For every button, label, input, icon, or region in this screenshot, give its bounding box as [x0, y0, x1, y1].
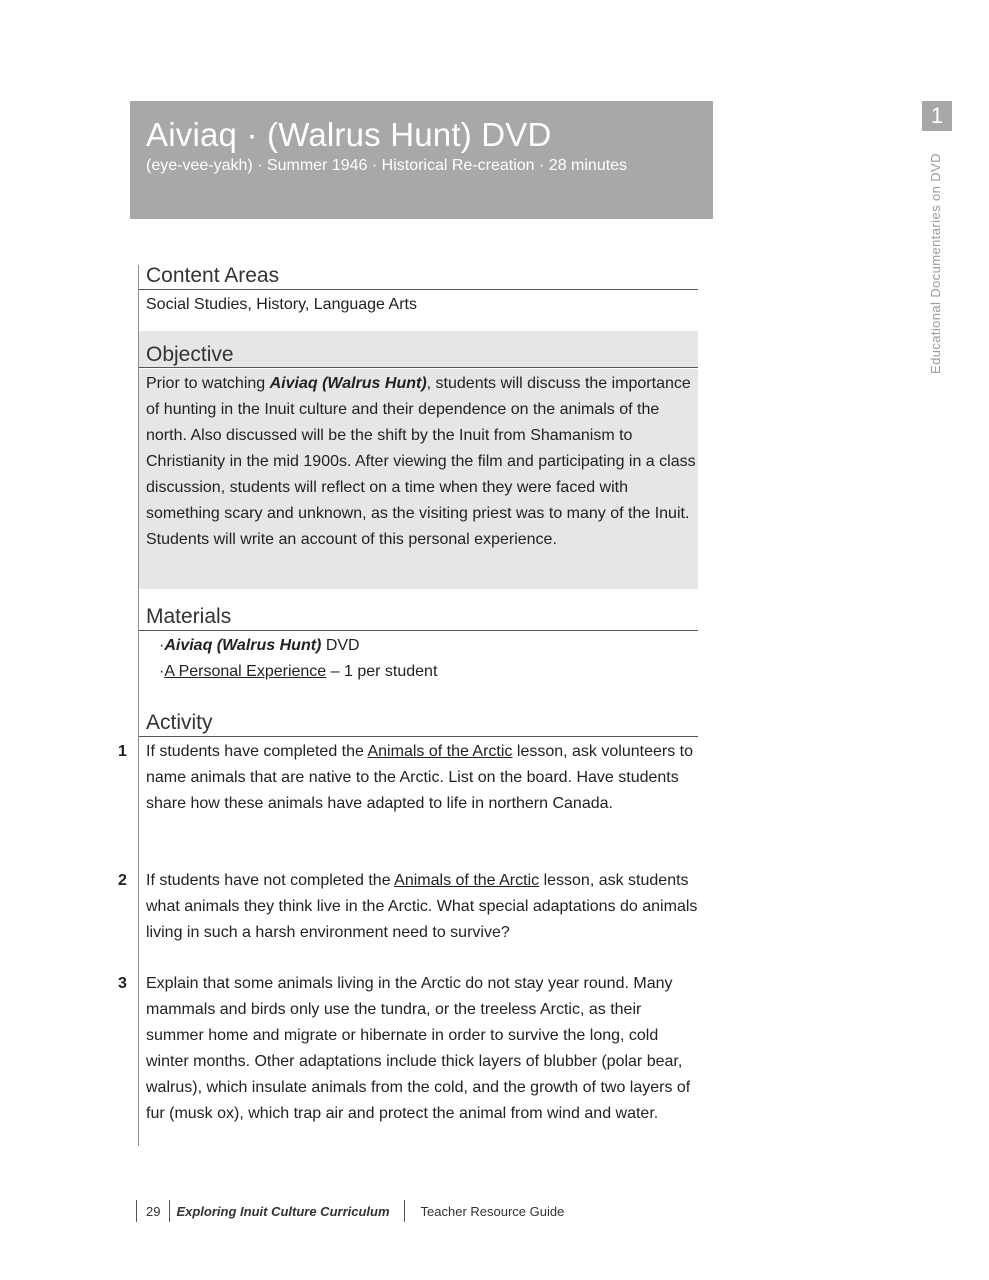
chapter-number-badge: 1: [922, 101, 952, 131]
step-number-1: 1: [118, 743, 127, 760]
materials-item-worksheet: ·A Personal Experience – 1 per student: [159, 663, 438, 680]
curriculum-title: Exploring Inuit Culture Curriculum: [176, 1203, 390, 1219]
materials-heading: Materials: [139, 603, 698, 631]
objective-heading: Objective: [139, 331, 698, 368]
page-subtitle: (eye-vee-yakh) · Summer 1946 · Historical Re-creation · 28 minutes: [146, 157, 628, 174]
activity-step-2: If students have not completed the Animals of the Arctic lesson, ask students what animals they think live in the Arctic. What special adaptations do animals living in such a harsh environment need to survive?: [146, 872, 698, 941]
page-footer: [136, 1200, 564, 1222]
objective-text: Prior to watching Aiviaq (Walrus Hunt), students will discuss the importance of hunting in the Inuit culture and their dependence on the animals of the north. Also discussed will be the shift by the Inuit from Shamanism to Christianity in the mid 1900s. After viewing the film and participating in a class discussion, students will reflect on a time when they were faced with something scary and unknown, as the visiting priest was to many of the Inuit. Students will write an account of this personal experience.: [139, 369, 698, 589]
personal-experience-link[interactable]: A Personal Experience: [164, 663, 327, 680]
animals-of-the-arctic-link[interactable]: Animals of the Arctic: [394, 872, 540, 889]
page-title: Aiviaq · (Walrus Hunt) DVD: [146, 116, 552, 153]
content-areas-text: Social Studies, History, Language Arts: [146, 296, 417, 313]
title-banner: [130, 101, 713, 219]
materials-item-dvd: ·Aiviaq (Walrus Hunt) DVD: [159, 637, 360, 654]
page-number: 29: [146, 1203, 161, 1219]
objective-film-title: Aiviaq (Walrus Hunt): [269, 375, 427, 392]
content-areas-heading: Content Areas: [139, 263, 698, 290]
step-number-2: 2: [118, 872, 127, 889]
step-number-3: 3: [118, 975, 127, 992]
section-side-label: Educational Documentaries on DVD: [928, 153, 943, 374]
activity-step-1: If students have completed the Animals of the Arctic lesson, ask volunteers to name animals that are native to the Arctic. List on the board. Have students share how these animals have adapted to life in northern Canada.: [146, 743, 693, 812]
animals-of-the-arctic-link[interactable]: Animals of the Arctic: [367, 743, 513, 760]
activity-step-3: Explain that some animals living in the Arctic do not stay year round. Many mammals and birds only use the tundra, or the treeless Arctic, as their summer home and migrate or hibernate in order to survive the long, cold winter months. Other adaptations include thick layers of blubber (polar bear, walrus), which insulate animals from the cold, and the growth of two layers of fur (musk ox), which trap air and protect the animal from wind and water.: [146, 975, 691, 1122]
guide-title: Teacher Resource Guide: [420, 1203, 565, 1219]
materials-list: [139, 633, 698, 685]
activity-heading: Activity: [139, 708, 698, 737]
